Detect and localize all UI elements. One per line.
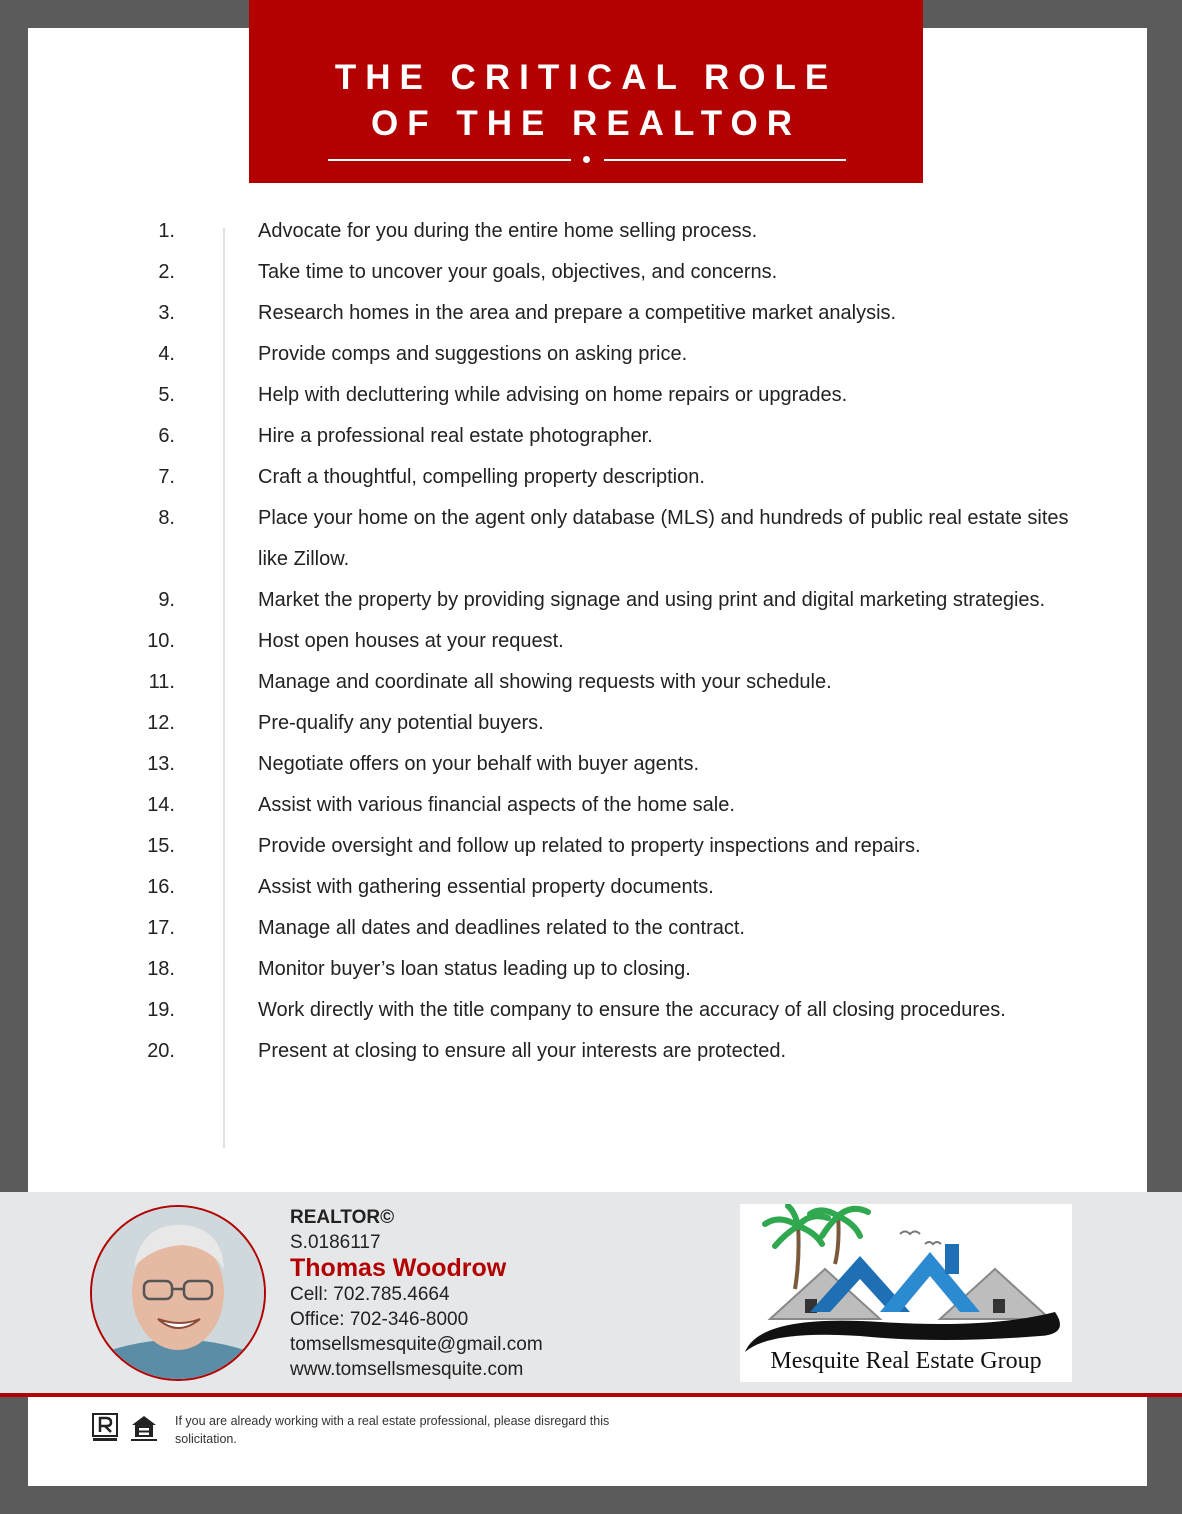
- disclaimer-text: If you are already working with a real estate professional, please disregard this solicitation.: [175, 1414, 610, 1446]
- list-item-text: Host open houses at your request.: [258, 630, 564, 652]
- list-item-number: 20.: [147, 1040, 175, 1062]
- title-rule-right: [604, 159, 846, 161]
- title-rule-left: [328, 159, 571, 161]
- list-item-text: Take time to uncover your goals, objectives, and concerns.: [258, 261, 778, 283]
- list-item-text: Assist with various financial aspects of the home sale.: [258, 794, 735, 816]
- list-item: [0, 908, 1182, 949]
- agent-website[interactable]: www.tomsellsmesquite.com: [290, 1359, 524, 1380]
- list-item-text: Work directly with the title company to ensure the accuracy of all closing procedures.: [258, 999, 1006, 1021]
- agent-email[interactable]: tomsellsmesquite@gmail.com: [290, 1334, 543, 1355]
- list-item: [0, 211, 1182, 252]
- list-item-number: 18.: [147, 958, 175, 980]
- list-item: [0, 1031, 1182, 1072]
- title-dot: [583, 156, 590, 163]
- realtor-r-icon: [92, 1413, 120, 1443]
- agent-photo-icon: [92, 1207, 264, 1379]
- list-item-text: Pre-qualify any potential buyers.: [258, 712, 544, 734]
- list-item: [0, 744, 1182, 785]
- list-item: [0, 580, 1182, 621]
- list-item-number: 15.: [147, 835, 175, 857]
- list-item: [0, 867, 1182, 908]
- list-item: [0, 375, 1182, 416]
- agent-license: S.0186117: [290, 1232, 381, 1253]
- list-item: [0, 293, 1182, 334]
- agent-name: Thomas Woodrow: [290, 1254, 507, 1282]
- list-item: [0, 949, 1182, 990]
- list-item: [0, 252, 1182, 293]
- list-item-text: Hire a professional real estate photographer.: [258, 425, 653, 447]
- list-item-number: 10.: [147, 630, 175, 652]
- company-logo: [740, 1204, 1072, 1382]
- title-banner: [249, 0, 923, 183]
- list-item-text: Provide oversight and follow up related to property inspections and repairs.: [258, 835, 921, 857]
- list-item-text: Craft a thoughtful, compelling property description.: [258, 466, 705, 488]
- list-item-text: Present at closing to ensure all your interests are protected.: [258, 1040, 787, 1062]
- agent-role: REALTOR©: [290, 1207, 395, 1228]
- list-item-text: Market the property by providing signage and using print and digital marketing strategies.: [258, 589, 1046, 611]
- list-item-number: 16.: [147, 876, 175, 898]
- list-item: [0, 621, 1182, 662]
- list-item: [0, 826, 1182, 867]
- list-item-number: 19.: [147, 999, 175, 1021]
- list-item-text: Manage and coordinate all showing requests with your schedule.: [258, 671, 832, 693]
- list-item: [0, 662, 1182, 703]
- list-item: [0, 498, 1182, 580]
- list-item-text: Research homes in the area and prepare a competitive market analysis.: [258, 302, 897, 324]
- list-item-text: Help with decluttering while advising on home repairs or upgrades.: [258, 384, 848, 406]
- footer-red-line: [0, 1393, 1182, 1397]
- list-item-text: Advocate for you during the entire home selling process.: [258, 220, 758, 242]
- agent-photo: [90, 1205, 266, 1381]
- title-line-2: OF THE REALTOR: [371, 104, 801, 143]
- list-item-text: Place your home on the agent only database (MLS) and hundreds of public real estate sites like Zillow.: [258, 507, 1069, 570]
- role-list: [0, 211, 1182, 1072]
- list-item-number: 2.: [158, 261, 175, 283]
- list-item-text: Assist with gathering essential property documents.: [258, 876, 714, 898]
- list-item-number: 5.: [158, 384, 175, 406]
- agent-contact: [290, 1205, 543, 1382]
- list-item: [0, 457, 1182, 498]
- list-item-number: 7.: [158, 466, 175, 488]
- list-item-number: 11.: [148, 671, 175, 693]
- list-item: [0, 703, 1182, 744]
- list-item-number: 9.: [158, 589, 175, 611]
- list-item-number: 17.: [147, 917, 175, 939]
- equal-housing-icon: [130, 1413, 158, 1443]
- list-item-number: 3.: [158, 302, 175, 324]
- list-item-number: 1.: [158, 220, 175, 242]
- logo-text: Mesquite Real Estate Group: [770, 1348, 1042, 1374]
- list-item-number: 14.: [147, 794, 175, 816]
- list-item-text: Provide comps and suggestions on asking price.: [258, 343, 688, 365]
- list-item-number: 8.: [158, 507, 175, 529]
- list-item-number: 4.: [158, 343, 175, 365]
- list-item-text: Negotiate offers on your behalf with buyer agents.: [258, 753, 700, 775]
- list-item-number: 6.: [158, 425, 175, 447]
- list-item-number: 12.: [147, 712, 175, 734]
- list-item: [0, 785, 1182, 826]
- list-item: [0, 334, 1182, 375]
- agent-office[interactable]: Office: 702-346-8000: [290, 1309, 469, 1330]
- list-item-text: Monitor buyer’s loan status leading up to closing.: [258, 958, 691, 980]
- agent-cell[interactable]: Cell: 702.785.4664: [290, 1284, 450, 1305]
- title-line-1: THE CRITICAL ROLE: [334, 58, 838, 97]
- list-item-text: Manage all dates and deadlines related to the contract.: [258, 917, 745, 939]
- list-item-number: 13.: [147, 753, 175, 775]
- list-item: [0, 990, 1182, 1031]
- list-item: [0, 416, 1182, 457]
- house-palm-logo-icon: [740, 1204, 1072, 1354]
